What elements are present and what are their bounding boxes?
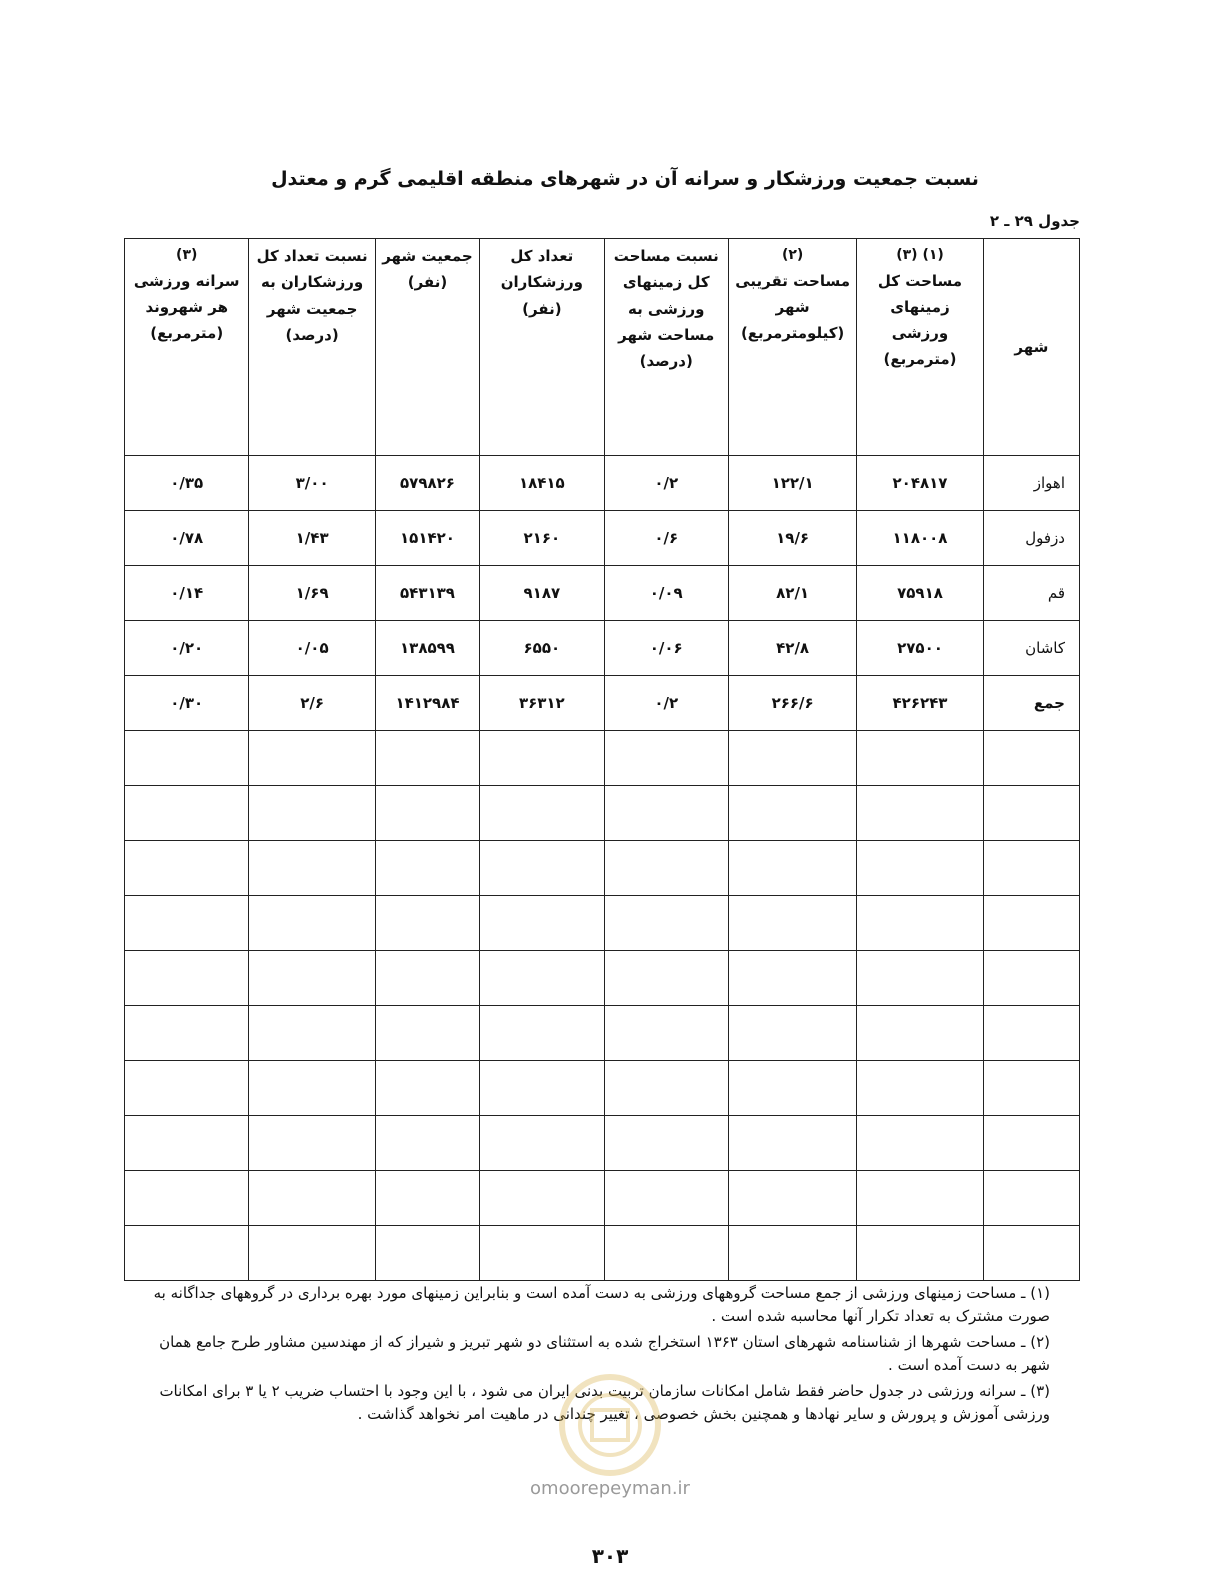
header-label: نسبت مساحت کل زمینهای ورزشی به مساحت شهر (درصد) [613,247,719,370]
header-label: مساحت کل زمینهای ورزشی (مترمربع) [877,271,963,369]
cell-athlete-ratio: ۳/۰۰ [249,456,375,511]
cell-total-sports-area: ۲۰۴۸۱۷ [857,456,983,511]
empty-row [125,786,1080,841]
empty-cell [480,786,604,841]
empty-cell [249,896,375,951]
header-city [983,239,1079,456]
header-note: (۱) (۳) [896,247,944,263]
cell-athlete-ratio: ۲/۶ [249,676,375,731]
header-total-sports-area [857,239,983,456]
header-label: سرانه ورزشی هر شهروند (مترمربع) [133,271,240,342]
header-label: جمعیت شهر (نفر) [382,247,473,292]
empty-cell [604,1226,728,1281]
header-label: نسبت تعداد کل ورزشکاران به جمعیت شهر (درصد) [256,247,368,344]
empty-cell [375,951,479,1006]
header-note: (۳) [176,247,198,263]
cell-city: جمع [983,676,1079,731]
empty-cell [125,1171,249,1226]
data-table [124,238,1080,1281]
empty-row [125,1061,1080,1116]
empty-cell [857,1061,983,1116]
cell-city-area: ۱۹/۶ [728,511,856,566]
empty-cell [983,1171,1079,1226]
cell-population: ۱۴۱۲۹۸۴ [375,676,479,731]
empty-row [125,1116,1080,1171]
header-athlete-ratio [249,239,375,456]
empty-cell [604,786,728,841]
cell-city: دزفول [983,511,1079,566]
empty-cell [983,731,1079,786]
header-population [375,239,479,456]
empty-cell [604,896,728,951]
empty-cell [604,731,728,786]
empty-cell [375,1006,479,1061]
empty-cell [249,841,375,896]
empty-cell [604,1171,728,1226]
empty-cell [125,731,249,786]
header-per-capita [125,239,249,456]
empty-cell [375,1116,479,1171]
cell-per-capita: ۰/۳۵ [125,456,249,511]
table-row [125,456,1080,511]
cell-city: اهواز [983,456,1079,511]
cell-athlete-ratio: ۱/۶۹ [249,566,375,621]
cell-city-area: ۲۶۶/۶ [728,676,856,731]
cell-athlete-ratio: ۱/۴۳ [249,511,375,566]
empty-cell [125,896,249,951]
empty-cell [604,951,728,1006]
empty-cell [728,1171,856,1226]
cell-athlete-count: ۱۸۴۱۵ [480,456,604,511]
empty-cell [375,841,479,896]
cell-area-ratio: ۰/۰۶ [604,621,728,676]
empty-row [125,951,1080,1006]
empty-cell [728,786,856,841]
empty-cell [604,1061,728,1116]
empty-cell [604,1116,728,1171]
empty-cell [125,786,249,841]
empty-cell [249,1061,375,1116]
cell-city-area: ۸۲/۱ [728,566,856,621]
table-row [125,621,1080,676]
header-label: شهر [1014,337,1049,356]
empty-row [125,896,1080,951]
empty-cell [728,841,856,896]
empty-cell [249,951,375,1006]
empty-row [125,841,1080,896]
empty-cell [249,1226,375,1281]
cell-per-capita: ۰/۷۸ [125,511,249,566]
empty-cell [375,896,479,951]
empty-cell [480,951,604,1006]
empty-cell [983,1006,1079,1061]
table-title: نسبت جمعیت ورزشکار و سرانه آن در شهرهای منطقه اقلیمی گرم و معتدل [271,168,979,190]
empty-cell [249,1171,375,1226]
empty-cell [728,731,856,786]
cell-athlete-ratio: ۰/۰۵ [249,621,375,676]
empty-cell [249,1116,375,1171]
cell-per-capita: ۰/۱۴ [125,566,249,621]
footnote-3: (۳) ـ سرانه ورزشی در جدول حاضر فقط شامل امکانات سازمان تربیت بدنی ایران می شود ، با این وجود با احتساب ضریب ۲ یا ۳ برای امکانات ورزشی آموزش و پرورش و سایر نهادها و همچنین بخش خصوصی ، تغییر چندانی در ماهیت امر نخواهد گذاشت . [159,1382,1050,1423]
cell-city: کاشان [983,621,1079,676]
header-city-area [728,239,856,456]
cell-city: قم [983,566,1079,621]
empty-cell [125,841,249,896]
empty-cell [604,841,728,896]
empty-row [125,1006,1080,1061]
empty-cell [125,1116,249,1171]
footnote-1: (۱) ـ مساحت زمینهای ورزشی از جمع مساحت گروههای ورزشی به دست آمده است و بنابراین زمینهای مورد بهره برداری در گروههای جداگانه به صورت مشترک به تعداد تکرار آنها محاسبه شده است . [153,1284,1050,1325]
empty-row [125,1226,1080,1281]
empty-cell [983,1116,1079,1171]
cell-city-area: ۱۲۲/۱ [728,456,856,511]
cell-population: ۵۷۹۸۲۶ [375,456,479,511]
empty-row [125,731,1080,786]
cell-area-ratio: ۰/۰۹ [604,566,728,621]
watermark-text: omoorepeyman.ir [530,1478,690,1499]
empty-cell [857,1226,983,1281]
empty-cell [857,896,983,951]
empty-cell [857,951,983,1006]
cell-area-ratio: ۰/۶ [604,511,728,566]
cell-athlete-count: ۳۶۳۱۲ [480,676,604,731]
header-row [125,239,1080,456]
empty-cell [249,786,375,841]
cell-total-sports-area: ۲۷۵۰۰ [857,621,983,676]
cell-population: ۱۳۸۵۹۹ [375,621,479,676]
table-number: جدول ۲۹ ـ ۲ [989,212,1080,230]
empty-cell [249,731,375,786]
header-athlete-count [480,239,604,456]
empty-cell [728,1061,856,1116]
empty-cell [125,1061,249,1116]
empty-cell [983,951,1079,1006]
empty-cell [983,786,1079,841]
cell-per-capita: ۰/۲۰ [125,621,249,676]
empty-cell [857,1171,983,1226]
cell-population: ۵۴۳۱۳۹ [375,566,479,621]
header-note: (۲) [781,247,804,263]
empty-cell [480,1171,604,1226]
empty-cell [375,1061,479,1116]
empty-cell [728,1116,856,1171]
empty-cell [125,1226,249,1281]
empty-cell [249,1006,375,1061]
header-area-ratio [604,239,728,456]
empty-cell [480,1116,604,1171]
table-row [125,566,1080,621]
empty-cell [983,841,1079,896]
cell-total-sports-area: ۱۱۸۰۰۸ [857,511,983,566]
cell-athlete-count: ۲۱۶۰ [480,511,604,566]
empty-cell [728,1006,856,1061]
empty-cell [125,951,249,1006]
cell-athlete-count: ۹۱۸۷ [480,566,604,621]
cell-athlete-count: ۶۵۵۰ [480,621,604,676]
page-number: ۳۰۳ [591,1544,629,1568]
footnote-2: (۲) ـ مساحت شهرها از شناسنامه شهرهای استان ۱۳۶۳ استخراج شده به استثنای دو شهر تبریز و شیراز که از مهندسین مشاور طرح جامع همان شهر به دست آمده است . [159,1333,1050,1374]
empty-cell [857,731,983,786]
total-row [125,676,1080,731]
empty-cell [480,1226,604,1281]
watermark-logo-icon [500,1370,720,1480]
empty-cell [125,1006,249,1061]
empty-cell [480,731,604,786]
cell-area-ratio: ۰/۲ [604,676,728,731]
empty-cell [728,951,856,1006]
empty-cell [480,896,604,951]
cell-city-area: ۴۲/۸ [728,621,856,676]
empty-cell [857,1006,983,1061]
cell-area-ratio: ۰/۲ [604,456,728,511]
empty-cell [728,896,856,951]
empty-cell [983,896,1079,951]
empty-cell [480,1006,604,1061]
cell-total-sports-area: ۷۵۹۱۸ [857,566,983,621]
empty-cell [375,1226,479,1281]
cell-total-sports-area: ۴۲۶۲۴۳ [857,676,983,731]
empty-cell [480,841,604,896]
header-label: تعداد کل ورزشکاران (نفر) [500,247,583,318]
empty-cell [604,1006,728,1061]
empty-cell [857,841,983,896]
header-label: مساحت تقریبی شهر (کیلومترمربع) [735,271,851,342]
table-body [125,456,1080,1281]
empty-cell [983,1061,1079,1116]
empty-cell [375,1171,479,1226]
cell-population: ۱۵۱۴۲۰ [375,511,479,566]
empty-cell [375,731,479,786]
empty-cell [857,786,983,841]
empty-cell [375,786,479,841]
table-row [125,511,1080,566]
empty-cell [728,1226,856,1281]
empty-cell [857,1116,983,1171]
empty-cell [983,1226,1079,1281]
empty-row [125,1171,1080,1226]
empty-cell [480,1061,604,1116]
cell-per-capita: ۰/۳۰ [125,676,249,731]
